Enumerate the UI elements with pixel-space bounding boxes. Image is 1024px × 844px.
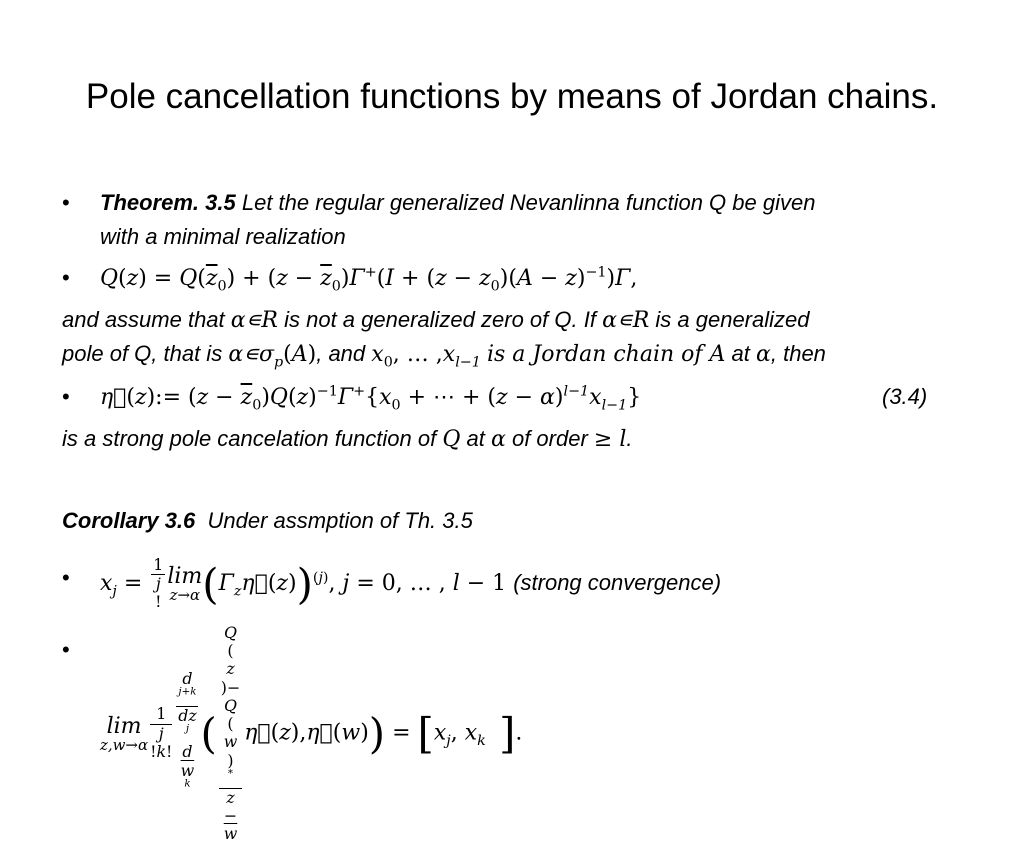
theorem-text: Let the regular generalized Nevanlinna function Q be given <box>241 190 816 215</box>
theorem-label: Theorem. 3.5 <box>100 190 236 215</box>
bullet: • <box>62 637 70 662</box>
convergence-note: (strong convergence) <box>513 570 722 596</box>
strong-line: is a strong pole cancelation function of Q at α of order ≥ l. <box>62 426 633 452</box>
strong-text-d: . <box>626 426 633 451</box>
theorem-line-1 <box>100 186 815 220</box>
assume-text-b: is not a generalized zero of Q. If <box>278 307 603 332</box>
assume-text-e: , and <box>316 341 372 366</box>
slide-title: Pole cancellation functions by means of Jordan chains. <box>85 77 939 116</box>
corollary-line <box>62 504 962 538</box>
realization-formula: $Q(z) = Q(\overline{z}_0) + (z - \overline{z}_0)\Gamma^+(I + (z - z_0)(A - z)^{-1})\Gamma$, <box>100 264 638 295</box>
xj-formula: $x_j$ = 1 j !lim z→α $(\Gamma_z\eta⃗(z))^{(j)}$, j = 0, … , l − 1 (strong convergence) <box>100 555 722 612</box>
equation-number: (3.4) <box>882 384 928 409</box>
assume-text-c: is a generalized <box>649 307 810 332</box>
assume-text-a: and assume that <box>62 307 231 332</box>
eta-formula: η⃗(z):= $(z - \overline{z}_0)Q(z)^{-1}\Gamma^+\{x_0$ + ⋯ + $(z - \alpha)^{l-1}x_{l-1}$} <box>100 383 642 414</box>
bullet: • <box>62 384 70 409</box>
corollary-text: Under assmption of Th. 3.5 <box>207 508 473 533</box>
corollary-label: Corollary 3.6 <box>62 508 196 533</box>
inner-product-formula: lim z,w→α 1 j !k! d $^{j+k}$ dz $^j$ d $\overline{w}$ $^k$ ( Q ( z )− Q ( w ) * z − $\overline{w}$ η⃗(z),η⃗(w)) = [$x_j$, $x_k$ ]. <box>100 623 523 844</box>
theorem-text-2: with a minimal realization <box>100 224 346 249</box>
assume-line-1: and assume that α∊R is not a generalized zero of Q. If α∊R is a generalized <box>62 307 810 333</box>
strong-text-a: is a strong pole cancelation function of <box>62 426 443 451</box>
assume-text-g: , then <box>770 341 826 366</box>
bullet: • <box>62 265 70 290</box>
bullet: • <box>62 565 70 590</box>
jordan-chain-text: is a Jordan chain of A <box>486 342 726 367</box>
strong-text-c: of order <box>505 426 594 451</box>
strong-text-b: at <box>460 426 491 451</box>
assume-line-2: pole of Q, that is $\alpha∊\sigma_p(A)$, and $x_0$, … $,x_{l-1}$ is a Jordan chain of A at α, then <box>62 341 826 371</box>
assume-text-d: pole of Q, that is <box>62 341 229 366</box>
bullet: • <box>62 190 70 215</box>
assume-text-f: at <box>725 341 757 366</box>
